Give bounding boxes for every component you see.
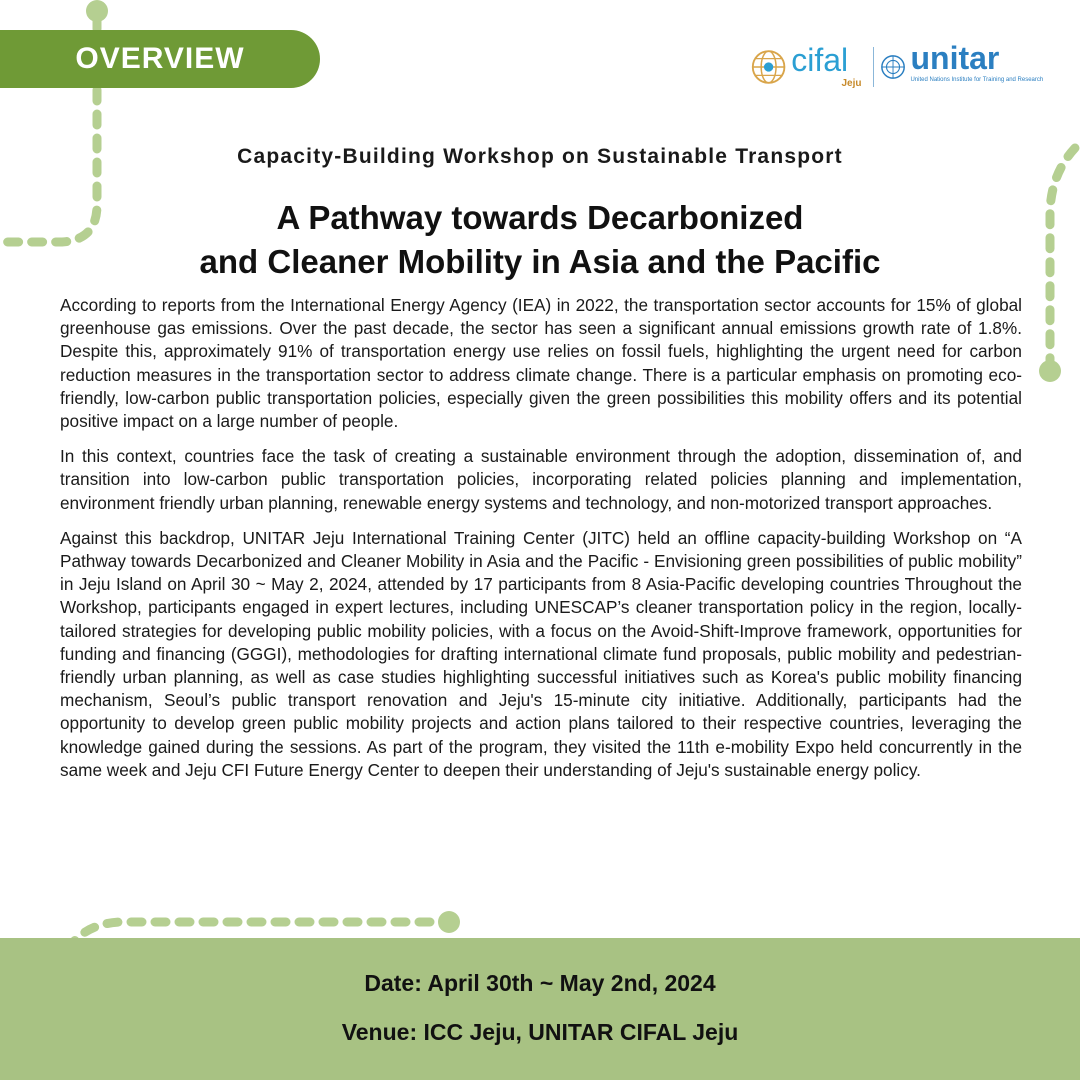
event-info-footer (0, 938, 1080, 1080)
cifal-logo (791, 44, 867, 90)
un-emblem-icon (880, 53, 906, 81)
unitar-logo (910, 40, 1050, 90)
overview-badge (0, 30, 320, 88)
paragraph-1: According to reports from the International Energy Agency (IEA) in 2022, the transportation sector accounts for 15% of global greenhouse gas emissions. Over the past decade, the sector has seen a significant annual emissions growth rate of 1.8%. Despite this, approximately 91% of transportation energy use relies on fossil fuels, highlighting the urgent need for carbon reduction measures in the transportation sector to address climate change. There is a particular emphasis on promoting eco-friendly, low-carbon public transportation policies, especially given the green possibilities this mobility offers and its potential positive impact on a large number of people. (60, 295, 1022, 432)
logo-divider (873, 47, 874, 87)
cifal-location: Jeju (841, 78, 862, 89)
event-date: Date: April 30th ~ May 2nd, 2024 (364, 970, 716, 996)
globe-icon (750, 47, 787, 87)
paragraph-2: In this context, countries face the task of creating a sustainable environment through the adoption, dissemination of, and transition into low-carbon public transportation policies, incorporating related policies planning and implementation, environment friendly urban planning, renewable energy systems and technology, and non-motorized transport approaches. (60, 446, 1022, 513)
page-title (60, 196, 1020, 284)
unitar-tagline: United Nations Institute for Training and Research (910, 77, 1044, 83)
unitar-wordmark: unitar (910, 40, 1000, 76)
partner-logos (750, 40, 1050, 90)
overview-label: OVERVIEW (75, 42, 245, 75)
overview-body (60, 294, 1022, 794)
workshop-subtitle: Capacity-Building Workshop on Sustainable Transport (237, 145, 843, 168)
title-line-1: A Pathway towards Decarbonized (276, 199, 804, 236)
title-line-2: and Cleaner Mobility in Asia and the Pacific (199, 243, 881, 280)
cifal-wordmark: cifal (791, 42, 849, 78)
paragraph-3: Against this backdrop, UNITAR Jeju International Training Center (JITC) held an offline capacity-building Workshop on “A Pathway towards Decarbonized and Cleaner Mobility in Asia and the Pacific - Envisioning green possibilities of public mobility” in Jeju Island on April 30 ~ May 2, 2024, attended by 17 participants from 8 Asia-Pacific developing countries Throughout the Workshop, participants engaged in expert lectures, including UNESCAP’s cleaner transportation policy in the region, locally-tailored strategies for developing public mobility policies, with a focus on the Avoid-Shift-Improve framework, opportunities for funding and financing (GGGI), methodologies for drafting international climate fund proposals, public mobility and pedestrian-friendly urban planning, as well as case studies highlighting successful initiatives such as Korea's public mobility financing mechanism, Seoul’s public transport renovation and Jeju's 15-minute city initiative. Additionally, participants had the opportunity to develop green public mobility projects and action plans tailored to their respective countries, leveraging the knowledge gained during the sessions. As part of the program, they visited the 11th e-mobility Expo held concurrently in the same week and Jeju CFI Future Energy Center to deepen their understanding of Jeju's sustainable energy policy. (60, 527, 1022, 780)
event-venue: Venue: ICC Jeju, UNITAR CIFAL Jeju (341, 1019, 739, 1045)
